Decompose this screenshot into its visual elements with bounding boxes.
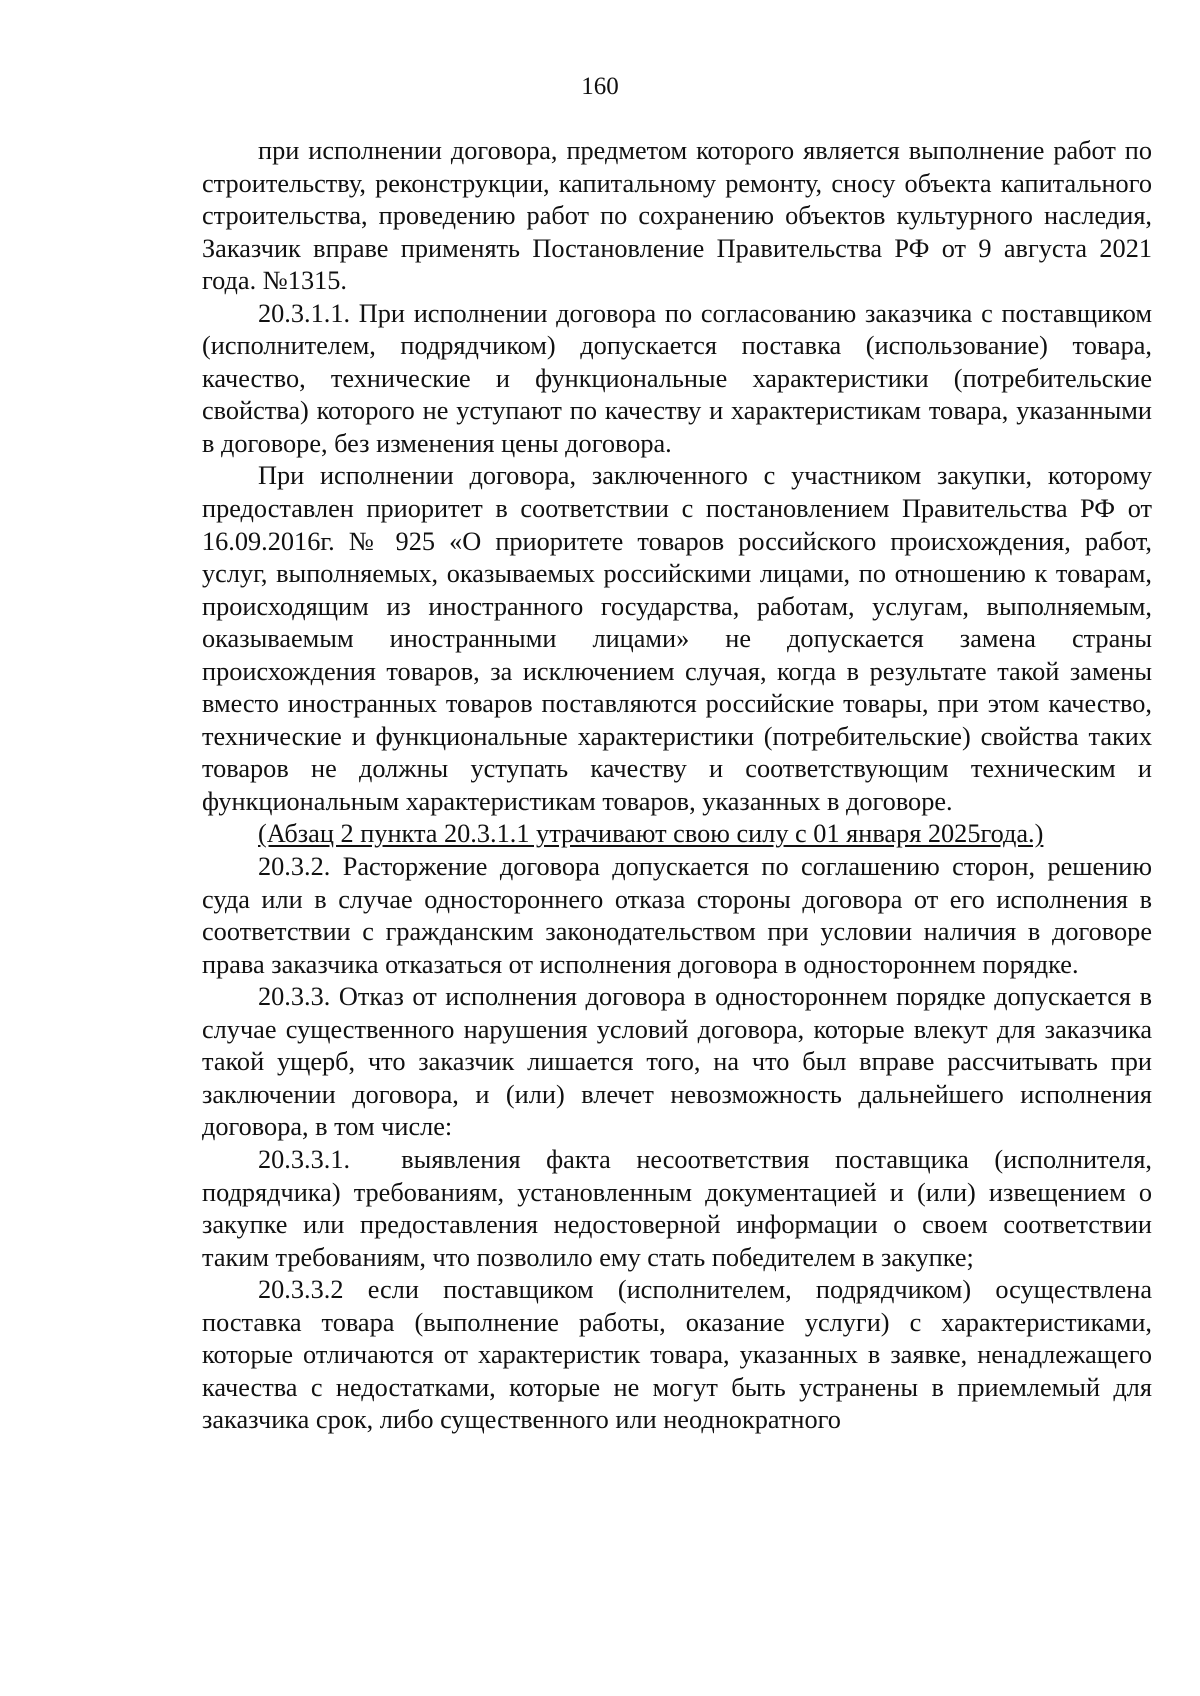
paragraph-text: При исполнении договора по согласованию заказчика с поставщиком (исполнителем, подрядчиком) допускается поставка (использование) товара, качество, технические и функциональные характеристики (потребительские свойства) которого не уступают по качеству и характеристикам товара, указанными в договоре, без изменения цены договора.	[202, 298, 1152, 458]
clause-20-3-3	[202, 981, 1152, 1144]
clause-20-3-2	[202, 851, 1152, 981]
clause-number: 20.3.1.1.	[258, 298, 351, 328]
paragraph-text: При исполнении договора, заключенного с участником закупки, которому предоставлен приоритет в соответствии с постановлением Правительства РФ от 16.09.2016г. № 925 «О приоритете товаров российского происхождения, работ, услуг, выполняемых, оказываемых российскими лицами, по отношению к товарам, происходящим из иностранного государства, работам, услугам, выполняемым, оказываемым иностранными лицами» не допускается замена страны происхождения товаров, за исключением случая, когда в результате такой замены вместо иностранных товаров поставляются российские товары, при этом качество, технические и функциональные характеристики (потребительские) свойства таких товаров не должны уступать качеству и соответствующим техническим и функциональным характеристикам товаров, указанных в договоре.	[202, 461, 1152, 816]
paragraph-text: выявления факта несоответствия поставщика (исполнителя, подрядчика) требованиям, установленным документацией и (или) извещением о закупке или предоставления недостоверной информации о своем соответствии таким требованиям, что позволило ему стать победителем в закупке;	[202, 1144, 1152, 1272]
clause-number: 20.3.3.1.	[258, 1144, 351, 1174]
paragraph-text: если поставщиком (исполнителем, подрядчиком) осуществлена поставка товара (выполнение работы, оказание услуги) с характеристиками, которые отличаются от характеристик товара, указанных в заявке, ненадлежащего качества с недостатками, которые не могут быть устранены в приемлемый для заказчика срок, либо существенного или неоднократного	[202, 1275, 1152, 1435]
clause-20-3-1-1	[202, 298, 1152, 461]
document-body	[202, 135, 1152, 1437]
page-number: 160	[581, 73, 619, 100]
paragraph-text: Расторжение договора допускается по соглашению сторон, решению суда или в случае одностороннего отказа стороны договора от его исполнения в соответствии с гражданским законодательством при условии наличия в договоре права заказчика отказаться от исполнения договора в одностороннем порядке.	[202, 852, 1152, 979]
amendment-note	[202, 818, 1152, 851]
clause-number: 20.3.3.2	[258, 1275, 344, 1305]
clause-20-3-3-1	[202, 1144, 1152, 1274]
paragraph	[202, 460, 1152, 818]
clause-number: 20.3.3.	[258, 982, 331, 1012]
paragraph-text: при исполнении договора, предметом которого является выполнение работ по строительству, реконструкции, капитальному ремонту, сносу объекта капитального строительства, проведению работ по сохранению объектов культурного наследия, Заказчик вправе применять Постановление Правительства РФ от 9 августа 2021 года. №1315.	[202, 136, 1152, 296]
amendment-note-text: (Абзац 2 пункта 20.3.1.1 утрачивают свою силу с 01 января 2025года.)	[258, 819, 1044, 849]
paragraph-text: Отказ от исполнения договора в одностороннем порядке допускается в случае существенного нарушения условий договора, которые влекут для заказчика такой ущерб, что заказчик лишается того, на что был вправе рассчитывать при заключении договора, и (или) влечет невозможность дальнейшего исполнения договора, в том числе:	[202, 982, 1152, 1142]
clause-20-3-3-2	[202, 1274, 1152, 1437]
paragraph	[202, 135, 1152, 298]
clause-number: 20.3.2.	[258, 852, 331, 882]
